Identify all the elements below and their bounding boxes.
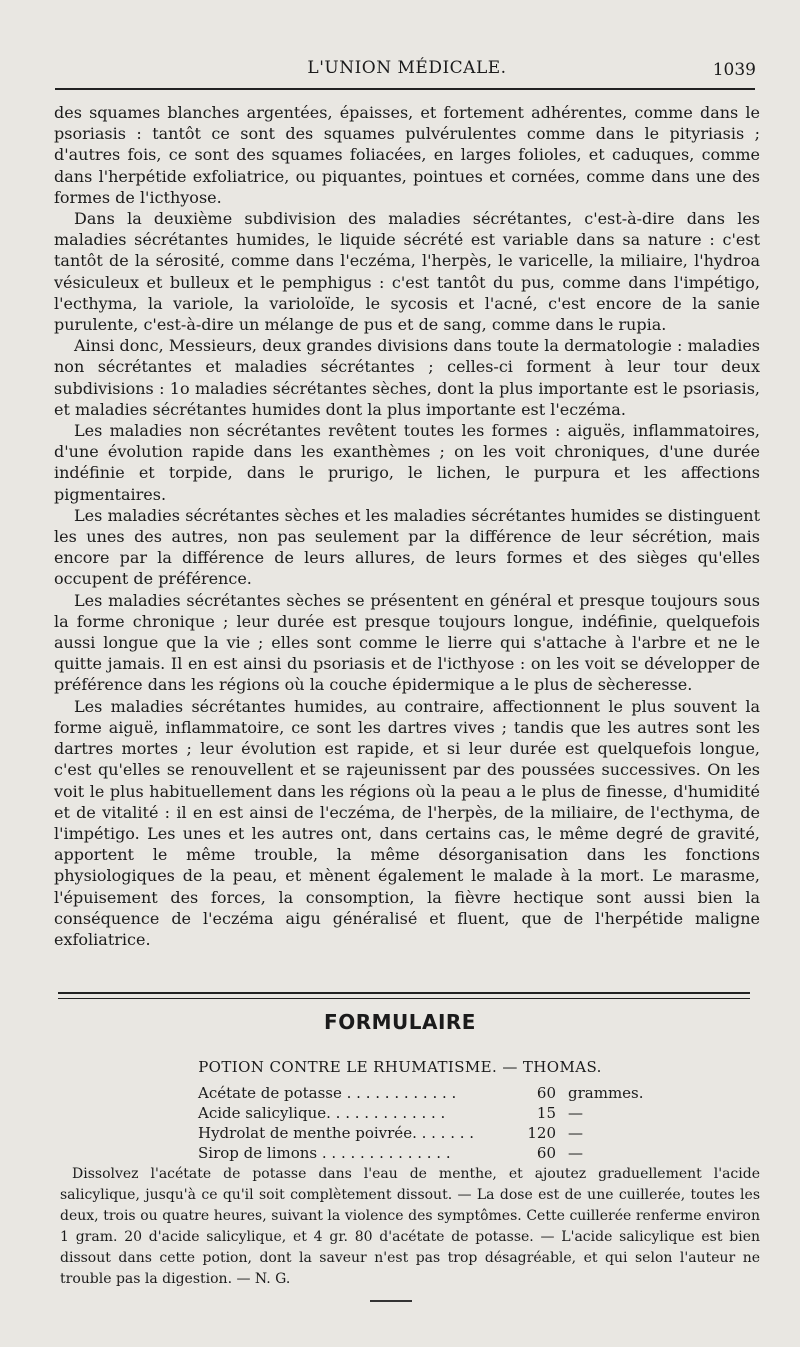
paragraph: Dans la deuxième subdivision des maladies sécrétantes, c'est-à-dire dans les maladies sécrétantes humides, le liquide sécrété est variable dans sa nature : c'est tantôt de la sérosité, comme dans l'eczéma, l'herpès, le varicelle, la miliaire, l'hydroa vésiculeux et bulleux et le pemphigus : c'est tantôt du pus, comme dans l'impétigo, l'ecthyma, la variole, la varioloïde, le sycosis et l'acné, c'est encore de la sanie purulente, c'est-à-dire un mélange de pus et de sang, comme dans le rupia. xyxy=(54,209,760,335)
recipe-instructions xyxy=(60,1164,760,1290)
paragraph: Les maladies sécrétantes humides, au contraire, affectionnent le plus souvent la forme aiguë, inflammatoire, ce sont les dartres vives ; tandis que les autres sont les dartres mortes ; leur évolution est rapide, et si leur durée est quelquefois longue, c'est qu'elles se renouvellent et se rajeunissent par des poussées successives. On les voit le plus habituellement dans les régions où la peau a le plus de finesse, d'humidité et de vitalité : il en est ainsi de l'eczéma, de l'herpès, de la miliaire, de l'ecthyma, de l'impétigo. Les unes et les autres ont, dans certains cas, le même degré de gravité, apportent le même trouble, la même désorganisation dans les fonctions physiologiques de la peau, et mènent également le malade à la mort. Le marasme, l'épuisement des forces, la consomption, la fièvre hectique sont aussi bien la conséquence de l'eczéma aigu généralisé et fluent, que de l'herpétide maligne exfoliatrice. xyxy=(54,696,760,949)
recipe-title: POTION CONTRE LE RHUMATISME. — THOMAS. xyxy=(198,1058,602,1076)
paragraph: Les maladies sécrétantes sèches se présentent en général et presque toujours sous la forme chronique ; leur durée est presque toujours longue, indéfinie, quelquefois aussi longue que la vie ; elles sont comme le lierre qui s'attache à l'arbre et ne le quitte jamais. Il en est ainsi du psoriasis et de l'icthyose : on les voit se développer de préférence dans les régions où la couche épidermique a le plus de sècheresse. xyxy=(54,590,760,695)
ingredient-quantity: 15 xyxy=(536,1104,556,1122)
section-divider xyxy=(58,992,750,999)
ingredient-row xyxy=(198,1104,618,1124)
ingredient-quantity: 60 xyxy=(536,1144,556,1162)
ingredient-unit: — xyxy=(568,1104,583,1122)
article-body xyxy=(54,102,760,950)
ingredient-name: Acide salicylique. . . . . . . . . . . . . xyxy=(198,1104,446,1122)
ingredient-row xyxy=(198,1144,618,1164)
paragraph: Les maladies non sécrétantes revêtent toutes les formes : aiguës, inflammatoires, d'une évolution rapide dans les exanthèmes ; on les voit chroniques, d'une durée indéfinie et torpide, dans le prurigo, le lichen, le purpura et les affections pigmentaires. xyxy=(54,421,760,504)
paragraph: Ainsi donc, Messieurs, deux grandes divisions dans toute la dermatologie : maladies non sécrétantes et maladies sécrétantes ; celles-ci forment à leur tour deux subdivisions : 1o maladies sécrétantes sèches, dont la plus importante est le psoriasis, et maladies sécrétantes humides dont la plus importante est l'eczéma. xyxy=(54,336,760,419)
ingredient-unit: — xyxy=(568,1144,583,1162)
instructions-text: Dissolvez l'acétate de potasse dans l'eau de menthe, et ajoutez graduellement l'acide salicylique, jusqu'à ce qu'il soit complètement dissout. — La dose est de une cuillerée, toutes les deux, trois ou quatre heures, suivant la violence des symptômes. Cette cuillerée renferme environ 1 gram. 20 d'acide salicylique, et 4 gr. 80 d'acétate de potasse. — L'acide salicylique est bien dissout dans cette potion, dont la saveur n'est pas trop désagréable, et qui selon l'auteur ne trouble pas la digestion. — N. G. xyxy=(60,1166,760,1287)
ingredient-list xyxy=(198,1084,644,1164)
ingredient-quantity: 120 xyxy=(527,1124,556,1142)
ingredient-unit: — xyxy=(568,1124,583,1142)
ingredient-unit: grammes. xyxy=(568,1084,644,1102)
ingredient-quantity: 60 xyxy=(536,1084,556,1102)
running-header xyxy=(52,58,762,86)
header-rule xyxy=(55,88,755,90)
paragraph: des squames blanches argentées, épaisses, et fortement adhérentes, comme dans le psoriasis : tantôt ce sont des squames pulvérulentes comme dans le pityriasis ; d'autres fois, ce sont des squames foliacées, en larges folioles, et caduques, comme dans l'herpétide exfoliatrice, ou piquantes, pointues et cornées, comme dans une des formes de l'icthyose. xyxy=(54,103,760,207)
ingredient-row xyxy=(198,1124,618,1144)
end-rule xyxy=(370,1300,412,1302)
ingredient-name: Acétate de potasse . . . . . . . . . . . . xyxy=(198,1084,457,1102)
ingredient-row xyxy=(198,1084,644,1104)
paragraph: Les maladies sécrétantes sèches et les maladies sécrétantes humides se distinguent les unes des autres, non pas seulement par la différence de leur sécrétion, mais encore par la différence de leurs allures, de leurs formes et des sièges qu'elles occupent de préférence. xyxy=(54,505,760,589)
page-number: 1039 xyxy=(712,60,756,80)
journal-title: L'UNION MÉDICALE. xyxy=(307,58,507,78)
ingredient-name: Hydrolat de menthe poivrée. . . . . . . xyxy=(198,1124,475,1142)
ingredient-name: Sirop de limons . . . . . . . . . . . . . . xyxy=(198,1144,451,1162)
formulaire-heading: FORMULAIRE xyxy=(324,1010,476,1034)
